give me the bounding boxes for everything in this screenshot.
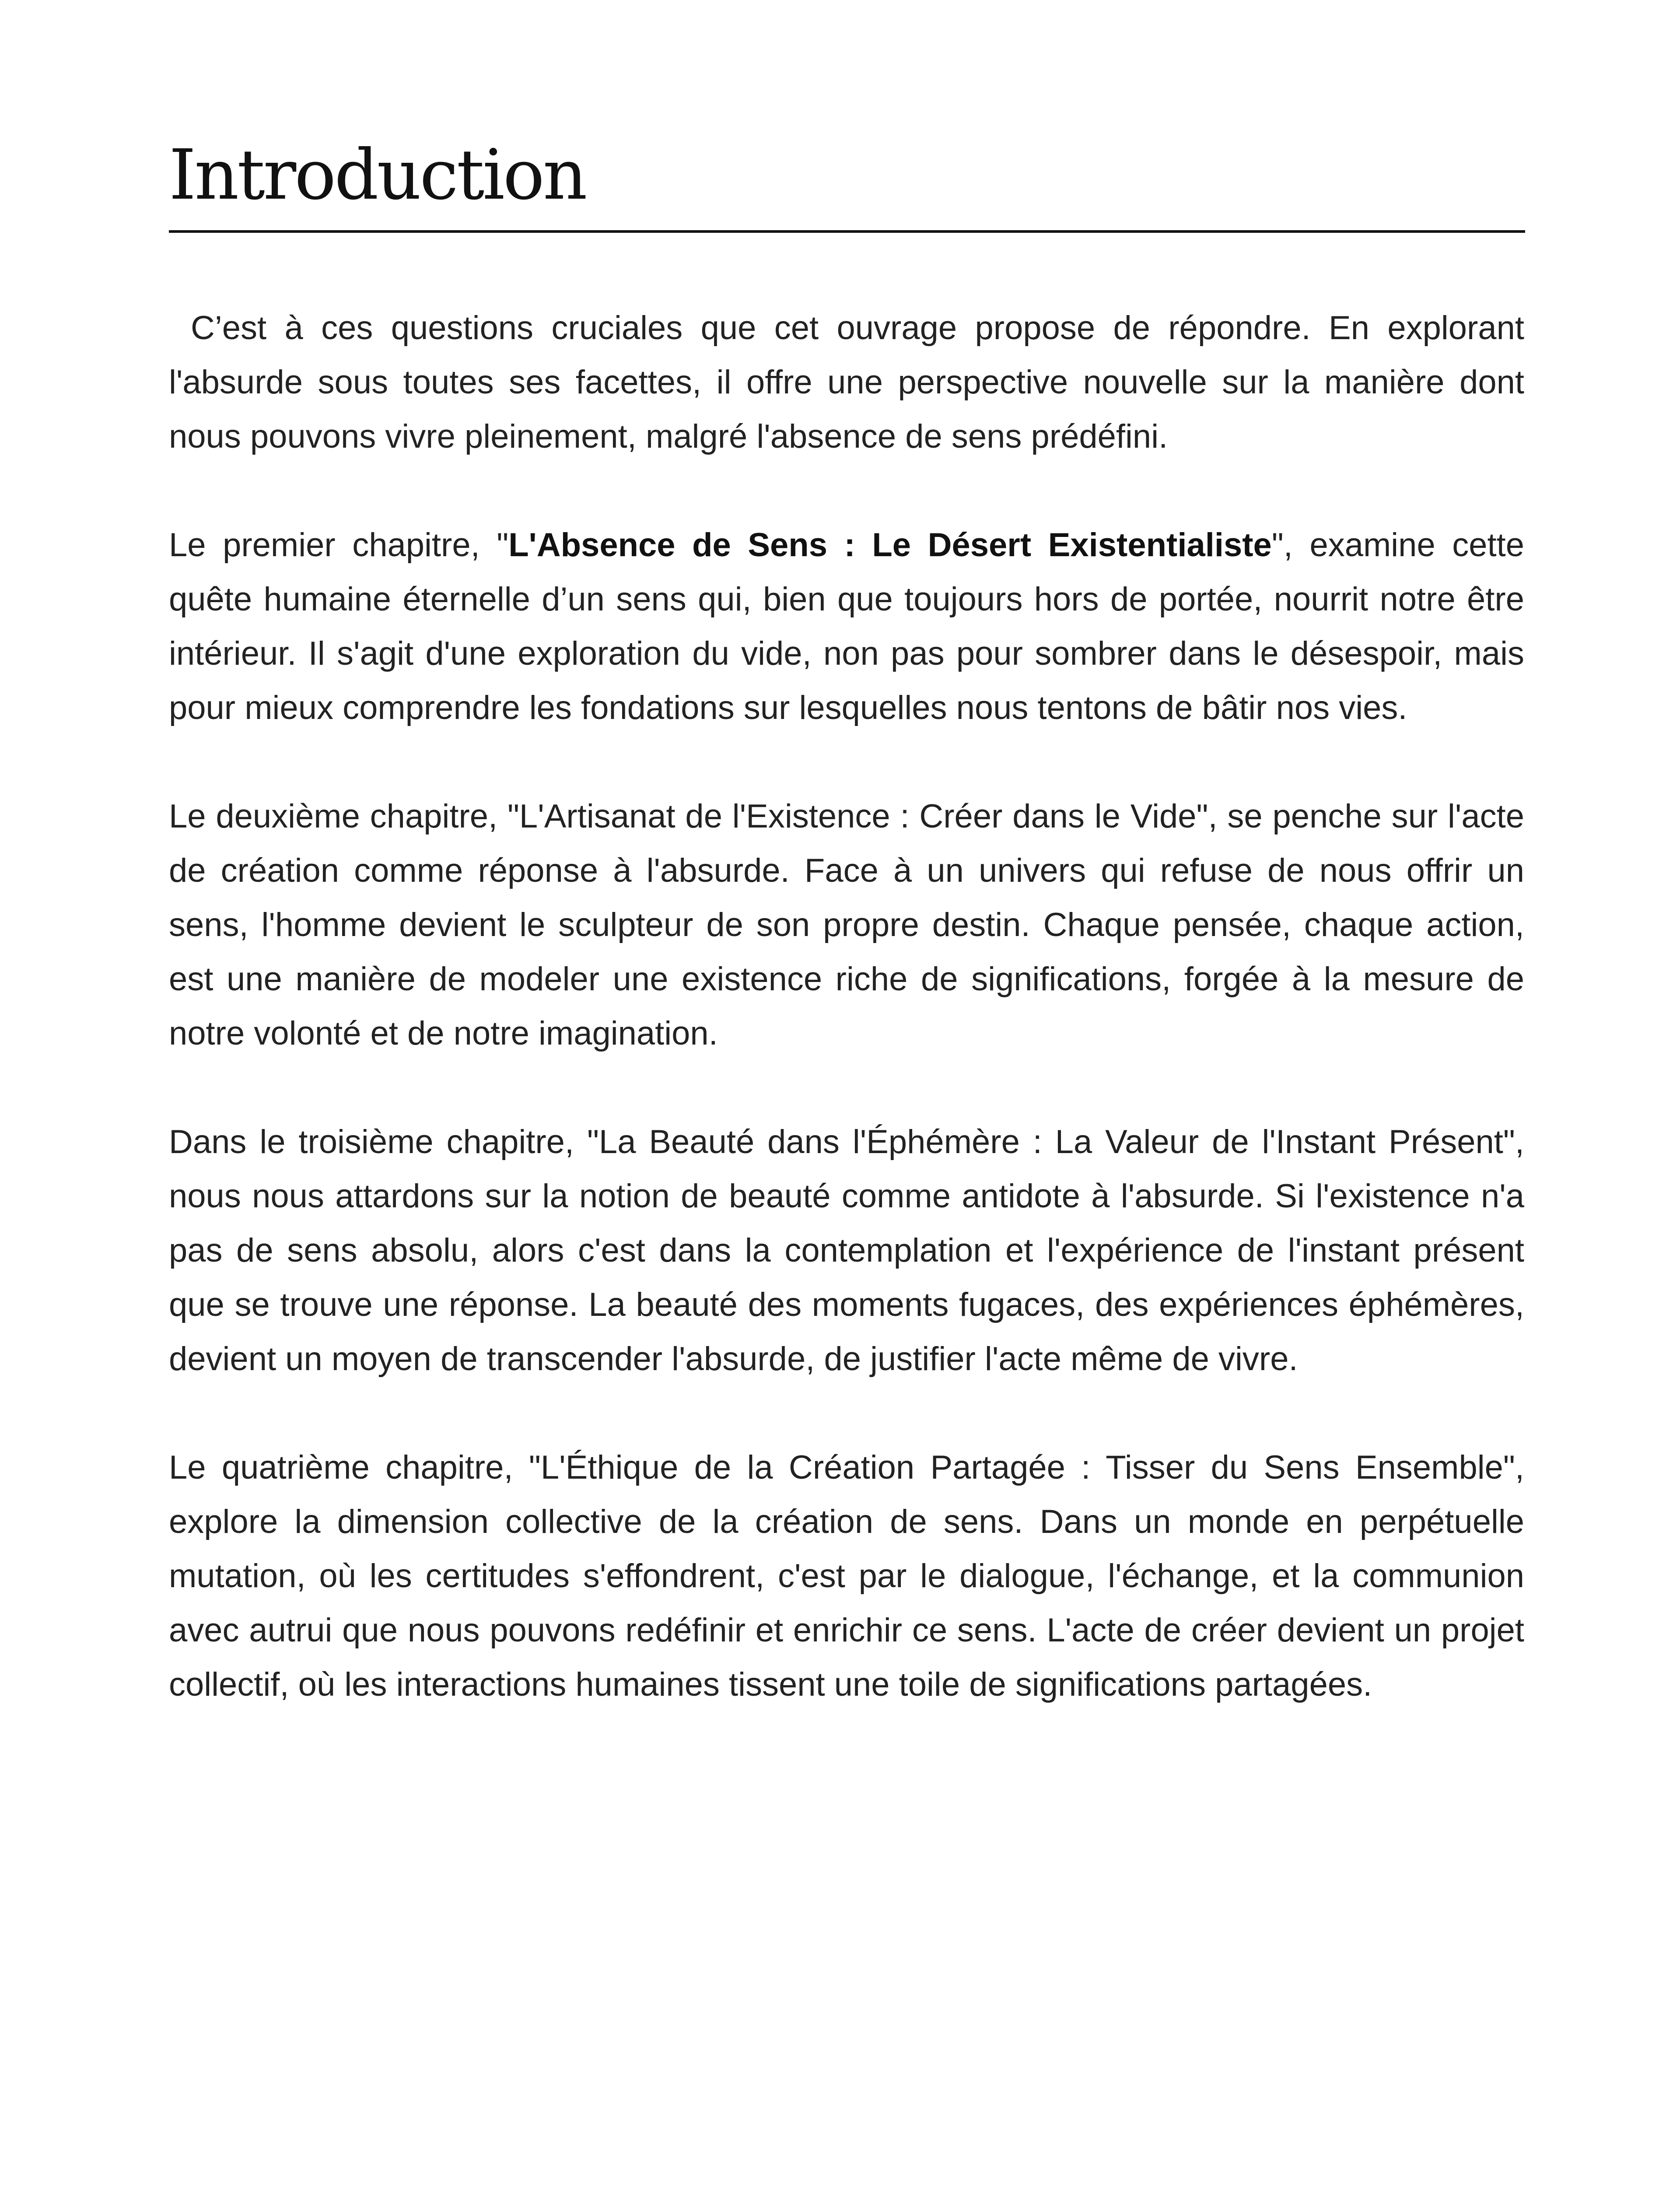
page-title: Introduction bbox=[169, 135, 586, 215]
chapter-1-rest: ", examine cette quête humaine éternelle d’un sens qui, bien que toujours hors de portée, nourrit notre être intérieur. Il s'agit d'une exploration du vide, non pas pour sombrer dans le désespoir, mais pour mieux comprendre les fondations sur lesquelles nous tentons de bâtir nos vies. bbox=[169, 526, 1525, 726]
paragraph-chapter-3: Dans le troisième chapitre, "La Beauté dans l'Éphémère : La Valeur de l'Instant Présent", nous nous attardons sur la notion de beauté comme antidote à l'absurde. Si l'existence n'a pas de sens absolu, alors c'est dans la contemplation et l'expérience de l'instant présent que se trouve une réponse. La beauté des moments fugaces, des expériences éphémères, devient un moyen de transcender l'absurde, de justifier l'acte même de vivre. bbox=[169, 1123, 1524, 1378]
paragraph-chapter-4: Le quatrième chapitre, "L'Éthique de la Création Partagée : Tisser du Sens Ensemble", explore la dimension collective de la création de sens. Dans un monde en perpétuelle mutation, où les certitudes s'effondrent, c'est par le dialogue, l'échange, et la communion avec autrui que nous pouvons redéfinir et enrichir ce sens. L'acte de créer devient un projet collectif, où les interactions humaines tissent une toile de significations partagées. bbox=[169, 1449, 1524, 1703]
chapter-1-lead: Le premier chapitre, " bbox=[169, 526, 509, 564]
chapter-1-title: L'Absence de Sens : Le Désert Existentialiste bbox=[508, 526, 1272, 564]
body-text bbox=[169, 301, 1524, 1766]
paragraph-intro: C’est à ces questions cruciales que cet ouvrage propose de répondre. En explorant l'absurde sous toutes ses facettes, il offre une perspective nouvelle sur la manière dont nous pouvons vivre pleinement, malgré l'absence de sens prédéfini. bbox=[169, 309, 1524, 455]
paragraph-chapter-2: Le deuxième chapitre, "L'Artisanat de l'Existence : Créer dans le Vide", se penche sur l'acte de création comme réponse à l'absurde. Face à un univers qui refuse de nous offrir un sens, l'homme devient le sculpteur de son propre destin. Chaque pensée, chaque action, est une manière de modeler une existence riche de significations, forgée à la mesure de notre volonté et de notre imagination. bbox=[169, 798, 1524, 1052]
paragraph-chapter-1 bbox=[169, 518, 1524, 735]
title-divider bbox=[169, 230, 1525, 233]
